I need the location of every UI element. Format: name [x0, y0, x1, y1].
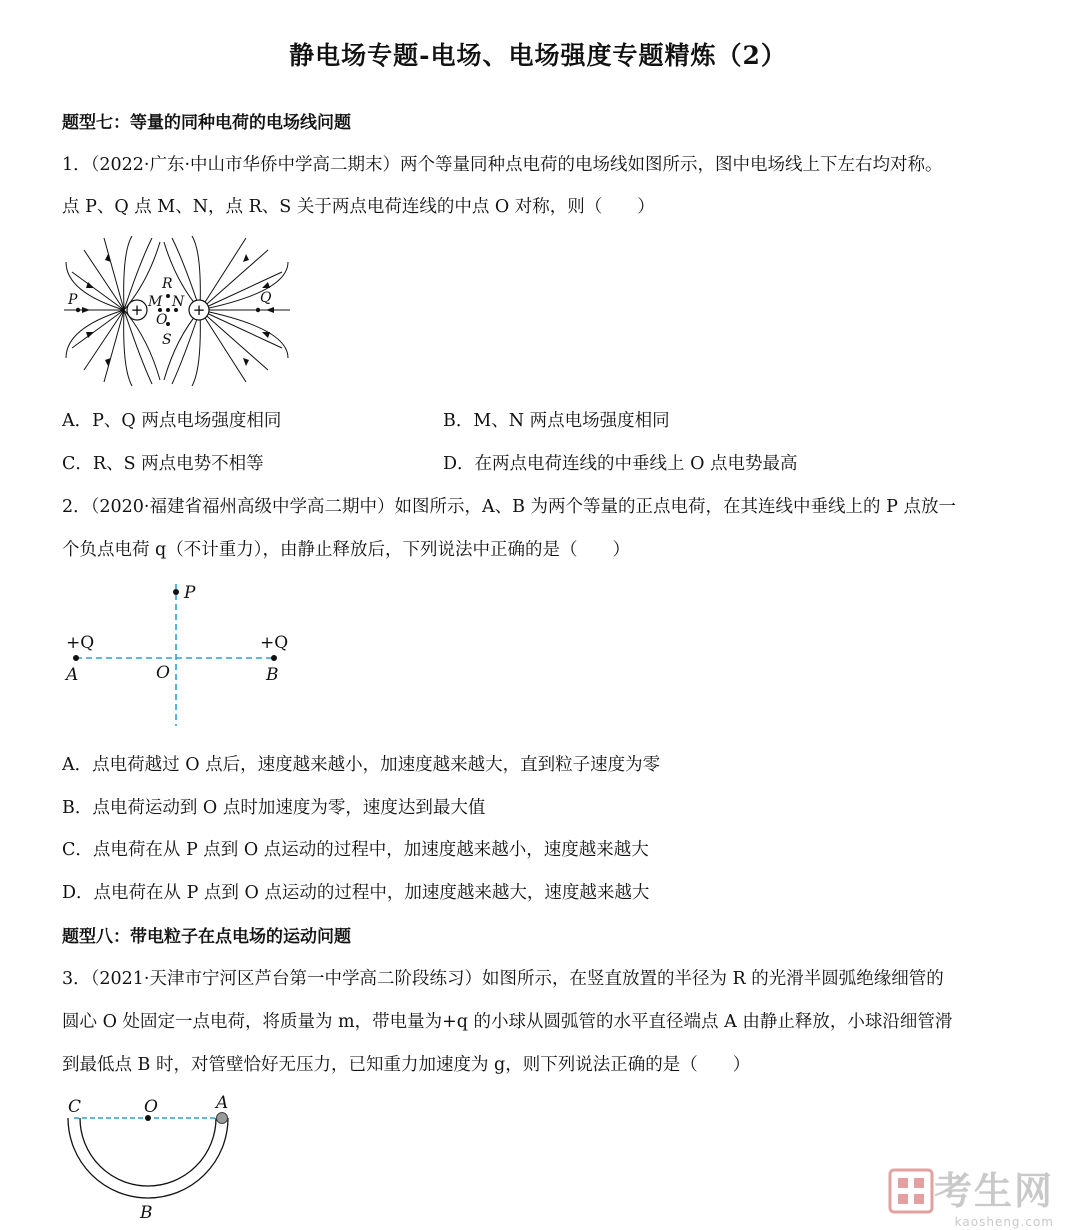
label-n: N [172, 294, 185, 310]
watermark [934, 1160, 1054, 1229]
q3-stem-line3: 到最低点 B 时，对管壁恰好无压力，已知重力加速度为 g，则下列说法正确的是（ ） [62, 1055, 751, 1075]
watermark-domain: kaosheng.com [954, 1215, 1054, 1229]
q1-option-c: C．R、S 两点电势不相等 [62, 454, 264, 474]
q1-option-b: B．M、N 两点电场强度相同 [443, 411, 670, 431]
page-title: 静电场专题-电场、电场强度专题精炼（2） [289, 41, 787, 70]
section-heading-8: 题型八：带电粒子在点电场的运动问题 [62, 927, 351, 947]
label-p: P [184, 583, 196, 603]
label-s: S [162, 332, 172, 348]
q3-stem-line2: 圆心 O 处固定一点电荷，将质量为 m，带电量为+q 的小球从圆弧管的水平直径端点 A 由静止释放，小球沿细管滑 [62, 1012, 953, 1032]
label-plus-q-b: +Q [260, 633, 289, 653]
watermark-logo-icon [888, 1168, 934, 1214]
q2-option-a: A．点电荷越过 O 点后，速度越来越小，加速度越来越大，直到粒子速度为零 [62, 755, 661, 775]
right-charge [189, 300, 209, 320]
point-q-dot [256, 308, 260, 312]
watermark-brand: 考生网 [933, 1169, 1054, 1213]
label-b: B [266, 665, 279, 685]
q1-stem-line1: 1．（2022·广东·中山市华侨中学高二期末）两个等量同种点电荷的电场线如图所示，图中电场线上下左右均对称。 [62, 155, 943, 175]
label-r: R [162, 276, 173, 292]
label-m: M [148, 294, 163, 310]
q1-stem-line2: 点 P、Q 点 M、N，点 R、S 关于两点电荷连线的中点 O 对称，则（ ） [62, 197, 655, 217]
point-a-dot [73, 655, 79, 661]
q2-option-b: B．点电荷运动到 O 点时加速度为零，速度达到最大值 [62, 798, 486, 818]
point-p-dot [76, 308, 80, 312]
left-charge [127, 300, 147, 320]
label-p: P [68, 292, 78, 308]
q2-option-d: D．点电荷在从 P 点到 O 点运动的过程中，加速度越来越大，速度越来越大 [62, 883, 650, 903]
right-charge-sign: + [192, 301, 206, 319]
left-charge-sign: + [130, 301, 144, 319]
label-c: C [68, 1097, 82, 1117]
label-a: A [66, 665, 79, 685]
point-p-dot [173, 589, 179, 595]
label-o: O [144, 1097, 158, 1117]
q2-charges-figure [62, 578, 302, 730]
q1-option-a: A．P、Q 两点电场强度相同 [62, 411, 282, 431]
q3-semicircle-tube-figure [58, 1090, 248, 1222]
label-o: O [156, 663, 170, 683]
label-plus-q-a: +Q [66, 633, 95, 653]
label-a: A [216, 1093, 229, 1113]
section-heading-7: 题型七：等量的同种电荷的电场线问题 [62, 113, 351, 133]
label-o: O [156, 312, 168, 328]
point-r-dot [166, 294, 170, 298]
point-b-dot [271, 655, 277, 661]
tube-inner-arc [80, 1118, 216, 1186]
q2-stem-line2: 个负点电荷 q（不计重力），由静止释放后，下列说法中正确的是（ ） [62, 540, 631, 560]
q3-stem-line1: 3．（2021·天津市宁河区芦台第一中学高二阶段练习）如图所示，在竖直放置的半径为 R 的光滑半圆弧绝缘细管的 [62, 969, 944, 989]
q2-option-c: C．点电荷在从 P 点到 O 点运动的过程中，加速度越来越小，速度越来越大 [62, 840, 649, 860]
q1-option-d: D．在两点电荷连线的中垂线上 O 点电势最高 [443, 454, 798, 474]
q2-stem-line1: 2．（2020·福建省福州高级中学高二期中）如图所示，A、B 为两个等量的正点电荷，在其连线中垂线上的 P 点放一 [62, 497, 956, 517]
label-q: Q [260, 290, 272, 306]
small-ball [217, 1113, 228, 1124]
label-b: B [140, 1203, 153, 1222]
q1-field-lines-figure [62, 232, 292, 392]
